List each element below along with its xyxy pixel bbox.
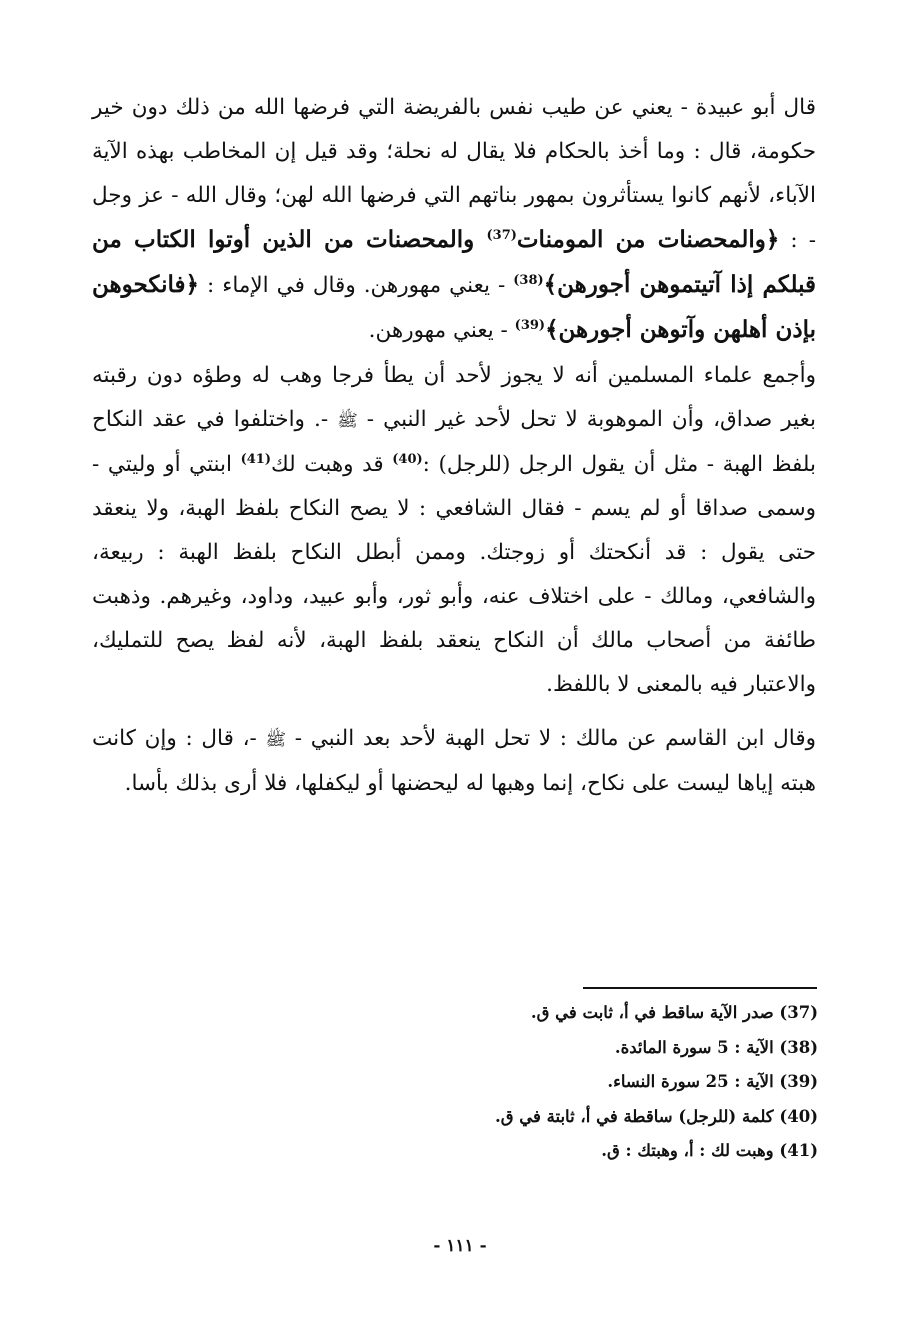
- footnote-ref: (41): [240, 451, 271, 467]
- page-number: - ١١١ -: [433, 1236, 487, 1256]
- footnote-37: (37) صدر الآية ساقط في أ، ثابت في ق.: [530, 1003, 818, 1022]
- footnote-ref: (37): [486, 228, 517, 244]
- quran-quote: ﴿فانكحوهن بإذن أهلهن وآتوهن أجورهن﴾: [92, 271, 816, 344]
- text-run: - يعني مهورهن. وقال في الإماء :: [198, 273, 514, 299]
- footnote-ref: (39): [514, 318, 546, 334]
- footnotes-list: [218, 996, 818, 1169]
- footnote-ref: (38): [513, 273, 544, 289]
- footnote-ref: (40): [392, 451, 423, 467]
- footnote-40: (40) كلمة (للرجل) ساقطة في أ، ثابتة في ق.: [494, 1106, 818, 1126]
- text-run: - يعني مهورهن.: [368, 318, 515, 344]
- footnote-41: (41) وهبت لك : أ، وهبتك : ق.: [601, 1141, 818, 1160]
- paragraph-2: [92, 354, 816, 708]
- text-run: وقال ابن القاسم عن مالك : لا تحل الهبة لأحد بعد النبي -: [286, 726, 816, 752]
- text-run: -، قال : وإن كانت هبته إياها ليست على نكاح، إنما وهبها له ليحضنها أو ليكفلها، فلا أرى بذلك بأسا.: [92, 726, 816, 797]
- body-text: [92, 86, 816, 807]
- text-run: -. واختلفوا في عقد النكاح بلفظ الهبة - مثل أن يقول الرجل (للرجل) :: [92, 406, 817, 477]
- salutation-glyph: ﷺ: [265, 730, 287, 751]
- salutation-glyph: ﷺ: [337, 410, 358, 431]
- quran-quote: ﴿والمحصنات من المومنات: [516, 226, 780, 254]
- paragraph-3: [92, 717, 816, 806]
- footnote-divider: [583, 987, 817, 989]
- footnote-39: (39) الآية : 25 سورة النساء.: [607, 1072, 818, 1091]
- text-run: قال أبو عبيدة - يعني عن طيب نفس بالفريضة التي فرضها الله من ذلك دون خير حكومة، قال : وما أخذ بالحكام فلا يقال له نحلة؛ وقد قيل إن المخاطب بهذه الآية الآباء، لأنهم كانوا يستأثرون بمهور بناتهم التي فرضها الله لهن؛ وقال الله - عز وجل - :: [92, 95, 816, 254]
- quran-quote: والمحصنات من الذين أوتوا الكتاب من قبلكم إذا آتيتموهن أجورهن﴾: [92, 226, 816, 299]
- footnote-38: (38) الآية : 5 سورة المائدة.: [614, 1037, 818, 1057]
- text-run: وأجمع علماء المسلمين أنه لا يجوز لأحد أن يطأ فرجا وهب له وطؤه دون رقبته بغير صداق، وأن الموهوبة لا تحل لأحد غير النبي -: [92, 362, 816, 432]
- text-run: ابنتي أو وليتي - وسمى صداقا أو لم يسم - فقال الشافعي : لا يصح النكاح بلفظ الهبة، ولا ينعقد حتى يقول : قد أنكحتك أو زوجتك. وممن أبطل النكاح بلفظ الهبة : ربيعة، والشافعي، ومالك - على اختلاف عنه، وأبو ثور، وأبو عبيد، وداود، وغيرهم. وذهبت طائفة من أصحاب مالك أن النكاح ينعقد بلفظ الهبة، لأنه لفظ يصح للتمليك، والاعتبار فيه بالمعنى لا باللفظ.: [92, 451, 816, 698]
- paragraph-1: [92, 86, 816, 354]
- text-run: قد وهبت لك: [270, 451, 393, 477]
